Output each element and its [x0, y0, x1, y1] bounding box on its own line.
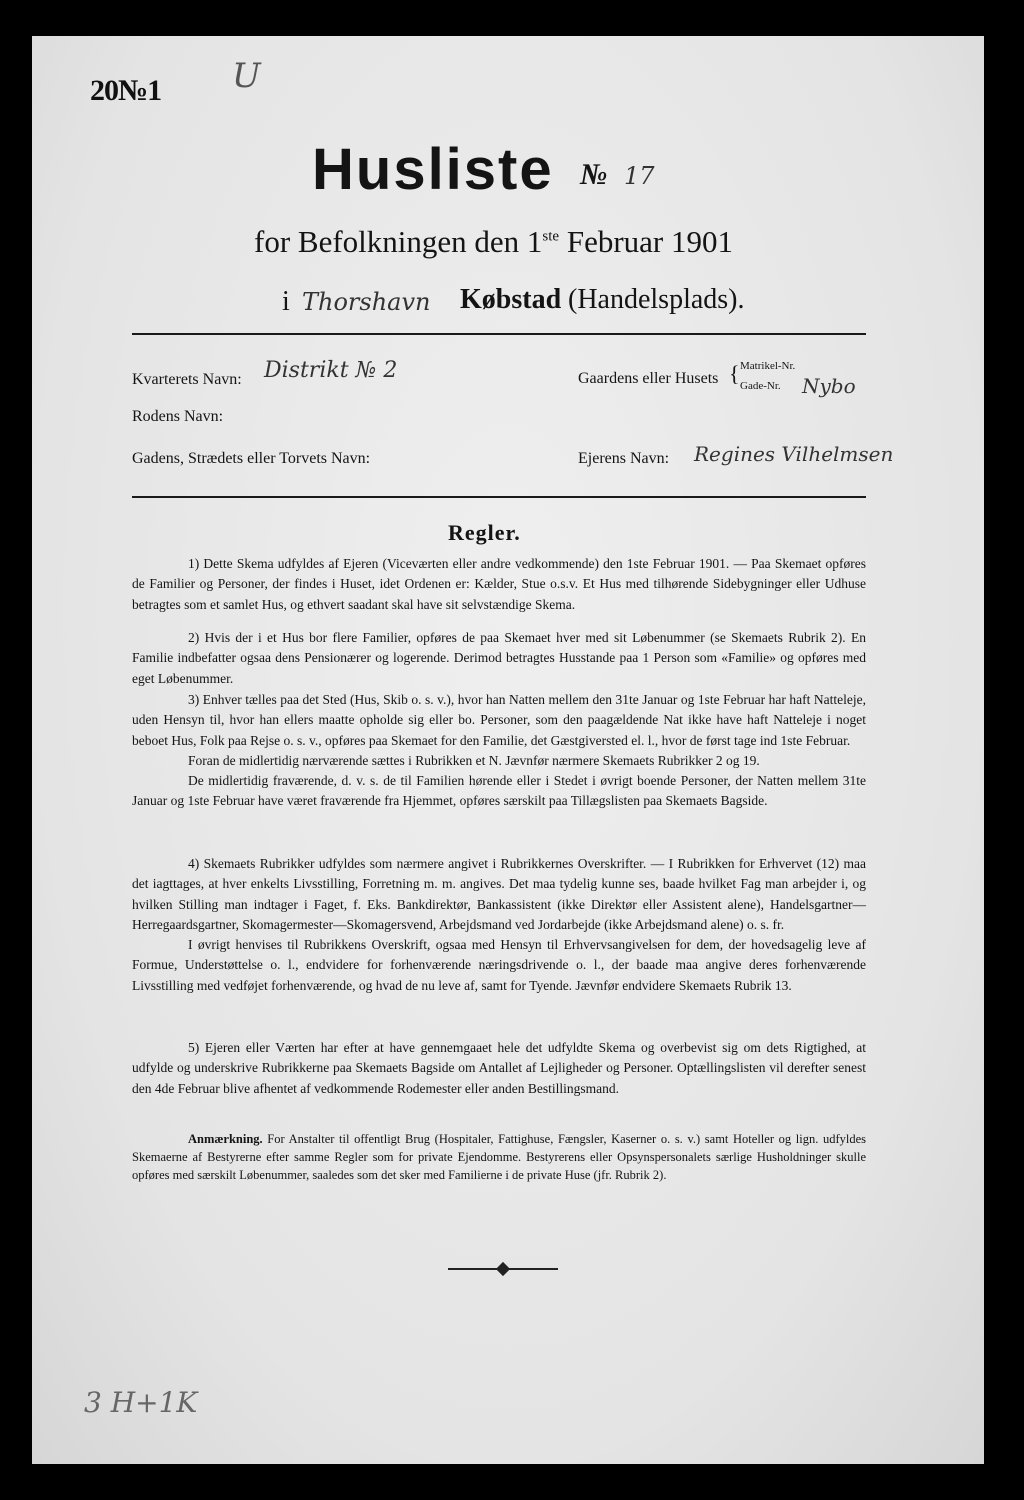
gade-navn-label: Gadens, Strædets eller Torvets Navn: [132, 450, 371, 467]
number-value: 17 [624, 162, 655, 190]
rule-3c-text: De midlertidig fraværende, d. v. s. de til Familien hørende eller i Stedet i øvrigt boende Personer, der Natten mellem 31te Januar og 1ste Februar have været fraværende fra Hjemmet, opføres særskilt paa Tillægslisten paa Skemaets Bagside. [132, 773, 866, 809]
rules-title: Regler. [448, 520, 521, 545]
rule-3a-text: 3) Enhver tælles paa det Sted (Hus, Skib o. s. v.), hvor han Natten mellem den 31te Januar og 1ste Februar har haft Natteleje, uden Hensyn til, hvor han ellers maatte opholde sig eller bo. Personer, som den paagældende Nat ikke have haft Natteleje i noget beboet Hus, Folk paa Rejse o. s. v., opføres paa Skemaet for den Familie, det Gæstgiversted el. l., hvor de først tage ind 1ste Februar. [132, 692, 866, 748]
document-sheet [32, 36, 984, 1464]
subtitle-sup: ste [542, 228, 560, 245]
place-prefix: i [282, 286, 290, 317]
place-kobstad: Købstad [460, 284, 562, 315]
brace: { [729, 361, 740, 386]
place-handwritten: Thorshavn [302, 288, 431, 316]
rule-2 [132, 628, 866, 689]
gade-nr-value: Nybo [802, 374, 856, 398]
archive-stamp: 20№1 [90, 74, 162, 107]
rule-3 [132, 690, 866, 812]
ornament-dot [496, 1262, 510, 1276]
note-label: Anmærkning. [188, 1132, 263, 1146]
gaard-label: Gaardens eller Husets [578, 370, 719, 387]
ejer-label: Ejerens Navn: [578, 450, 670, 467]
matrikel-label: Matrikel-Nr. [740, 360, 796, 372]
number-label: № [580, 158, 608, 191]
ejer-value: Regines Vilhelmsen [694, 442, 894, 466]
note-text: For Anstalter til offentligt Brug (Hospitaler, Fattighuse, Fængsler, Kaserner o. s. v.) samt Hoteller og lign. udfyldes Skemaerne af Bestyrerne efter samme Regler som for private Ejendomme. Bestyrerens eller Opsynspersonalets særlige Husholdninger skulle opføres med særskilt Løbenummer, saaledes som det sker med Familierne i de private Huse (jfr. Rubrik 2). [132, 1132, 866, 1182]
rule-1-text: 1) Dette Skema udfyldes af Ejeren (Viceværten eller andre vedkommende) den 1ste Februar 1901. — Paa Skemaet opføres de Familier og Personer, der findes i Huset, idet Ordenen er: Kælder, Stue o.s.v. Et Hus med tilhørende Sidebygninger eller Udhuse betragtes som et samlet Hus, og ethvert saadant skal have sit selvstændige Skema. [132, 556, 866, 612]
rule-5-text: 5) Ejeren eller Værten har efter at have gennemgaaet hele det udfyldte Skema og overbevist sig om dets Rigtighed, at udfylde og underskrive Rubrikkerne paa Skemaets Bagside om Antallet af Lejligheder og Personer. Optællingslisten vil derefter senest den 4de Februar blive afhentet af vedkommende Rodemester eller anden Bestillingsmand. [132, 1040, 866, 1096]
subtitle [254, 224, 733, 260]
rule-4 [132, 854, 866, 996]
rule-4b-text: I øvrigt henvises til Rubrikkens Overskrift, ogsaa med Hensyn til Erhvervsangivelsen for dem, der hovedsagelig leve af Formue, Understøttelse o. l., endvidere for forhenværende næringsdrivende o. l., der baade maa angive deres forhenværende Livsstilling med vedføjet forhenværende, og hvad de nu leve af, samt for Tyende. Jævnfør endvidere Skemaets Rubrik 13. [132, 937, 866, 993]
rule-3b-text: Foran de midlertidig nærværende sættes i Rubrikken et N. Jævnfør nærmere Skemaets Rubrikker 2 og 19. [188, 752, 760, 768]
note [132, 1130, 866, 1184]
subtitle-part-b: Februar 1901 [559, 224, 733, 259]
subtitle-part-a: for Befolkningen den 1 [254, 224, 543, 259]
rule-1 [132, 554, 866, 615]
top-divider [132, 333, 866, 335]
rule-5 [132, 1038, 866, 1099]
gade-nr-label: Gade-Nr. [740, 380, 781, 392]
kvarter-label: Kvarterets Navn: [132, 371, 242, 388]
pencil-mark: U [232, 56, 261, 96]
place-suffix: (Handelsplads). [568, 284, 745, 315]
rule-4a-text: 4) Skemaets Rubrikker udfyldes som nærmere angivet i Rubrikkernes Overskrifter. — I Rubrikken for Erhvervet (12) maa det iagttages, at hver enkelts Livsstilling, Forretning m. m. angives. Det maa tydelig kunne ses, baade hvilket Fag man arbejder i, og hvilken Stilling man indtager i Faget, f. Eks. Bankdirektør, Bankassistent (ikke Direktør eller Assistent alene), Handelsgartner—Herregaardsgartner, Skomagermester—Skomagersvend, Arbejdsmand ved Jordarbejde (ikke Arbejdsmand alene) o. s. fr. [132, 856, 866, 932]
field-divider [132, 496, 866, 498]
page-title: Husliste [312, 137, 554, 202]
bottom-pencil-mark: 3 H+1K [84, 1386, 198, 1419]
rode-label: Rodens Navn: [132, 408, 224, 425]
kvarter-value: Distrikt № 2 [264, 358, 398, 383]
rule-2-text: 2) Hvis der i et Hus bor flere Familier, opføres de paa Skemaet hver med sit Løbenummer (se Skemaets Rubrik 2). En Familie indbefatter ogsaa dens Pensionærer og logerende. Derimod betragtes Husstande paa 1 Person som «Familie» og opføres med eget Løbenummer. [132, 630, 866, 686]
